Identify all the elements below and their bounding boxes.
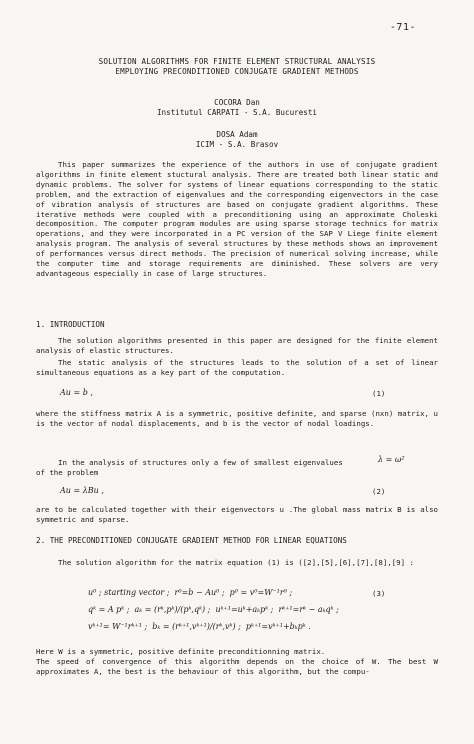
- paper-title-line2: EMPLOYING PRECONDITIONED CONJUGATE GRADIENT METHODS: [115, 67, 359, 76]
- intro-paragraph-3: where the stiffness matrix A is a symmetric, positive definite, and sparse (nxn) matrix, u is the vector of nodal displacements, and b is the vector of nodal loadings.: [36, 409, 438, 428]
- equation-2-number: (2): [372, 487, 386, 496]
- method-paragraph-3: The speed of convergence of this algorithm depends on the choice of W. The best W approximates A, the best is the behaviour of this algorithm, but the compu-: [36, 657, 438, 676]
- method-paragraph-1: The solution algorithm for the matrix equation (1) is ([2],[5],[6],[7],[8],[9] :: [58, 558, 414, 567]
- abstract-paragraph: This paper summarizes the experience of the authors in use of conjugate gradient algorithms in finite element stuctural analysis. There are treated both linear static and dynamic problems. The solver for systems of linear equations corresponding to the static problem, and the extraction of eigenvalues and the corresponding eigenvectors in the case of vibration analysis of structures are based on conjugate gradient algorithms. These iterative methods were coupled with a preconditioning using an approximate Choleski decomposition. The computer program modules are using sparse storage technics for matrix operations, and they were incorporated in a PC version of the SAP V Liege finite element analysis program. The analysis of several structures by these methods shows an improvement of performances versus direct methods. The precision of numerical solving increase, while the computer time and storage requirements are diminished. These solvers are very advantageous especially in case of large structures.: [36, 160, 438, 278]
- author-affiliation-1: Institutul CARPATI - S.A. Bucuresti: [156, 108, 317, 117]
- eigenvalue-symbol: λ = ω²: [378, 455, 405, 464]
- author-affiliation-2: ICIM - S.A. Brasov: [195, 140, 279, 149]
- page-number: -71-: [389, 22, 416, 33]
- equation-3-number: (3): [372, 589, 386, 598]
- equation-1: Au = b ,: [60, 388, 93, 397]
- algorithm-line-1: u⁰ ; starting vector ; r⁰=b − Au⁰ ; p⁰ = v⁰=W⁻¹r⁰ ;: [88, 588, 293, 597]
- author-name-2: DOSA Adam: [216, 130, 258, 139]
- algorithm-line-2: qᵏ = A pᵏ ; aₖ = (rᵏ,pᵏ)/(pᵏ,qᵏ) ; uᵏ⁺¹=uᵏ+aₖpᵏ ; rᵏ⁺¹=rᵏ − aₖqᵏ ;: [88, 605, 339, 614]
- section-2-heading: 2. THE PRECONDITIONED CONJUGATE GRADIENT METHOD FOR LINEAR EQUATIONS: [36, 536, 347, 545]
- algorithm-line-3: vᵏ⁺¹= W⁻¹rᵏ⁺¹ ; bₖ = (rᵏ⁺¹,vᵏ⁺¹)/(rᵏ,vᵏ) ; pᵏ⁺¹=vᵏ⁺¹+bₖpᵏ .: [88, 622, 311, 631]
- author-name-1: COCORA Dan: [214, 98, 260, 107]
- equation-1-number: (1): [372, 389, 386, 398]
- equation-2: Au = λBu ,: [60, 486, 104, 495]
- intro-paragraph-1: The solution algorithms presented in this paper are designed for the finite element analysis of elastic structures.: [36, 336, 438, 355]
- intro-paragraph-2: The static analysis of the structures leads to the solution of a set of linear simultaneous equations as a key part of the computation.: [36, 358, 438, 377]
- intro-paragraph-4-start: In the analysis of structures only a few of smallest eigenvalues: [58, 458, 343, 467]
- intro-paragraph-5: are to be calculated together with their eigenvectors u .The global mass matrix B is also symmetric and sparse.: [36, 505, 438, 524]
- method-paragraph-2: Here W is a symmetric, positive definite preconditionning matrix.: [36, 647, 326, 656]
- paper-title-line1: SOLUTION ALGORITHMS FOR FINITE ELEMENT STRUCTURAL ANALYSIS: [98, 57, 376, 66]
- section-1-heading: 1. INTRODUCTION: [36, 320, 105, 329]
- intro-paragraph-4-end: of the problem: [36, 468, 99, 477]
